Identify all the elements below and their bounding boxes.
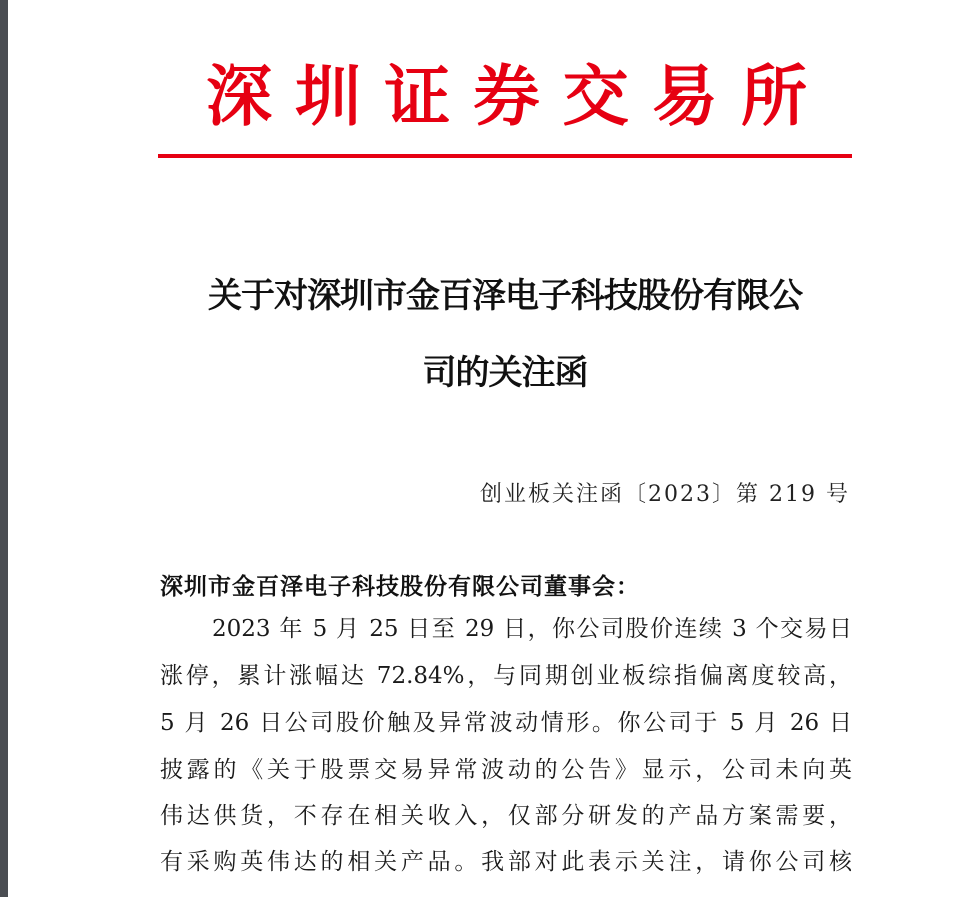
letterhead-char: 易 — [651, 57, 718, 135]
letterhead-divider — [158, 154, 852, 158]
letterhead-char: 证 — [384, 57, 451, 135]
document-title-line-2: 司的关注函 — [422, 353, 588, 393]
body-line: 2023 年 5 月 25 日至 29 日，你公司股价连续 3 个交易日 — [212, 616, 852, 642]
body-line: 有采购英伟达的相关产品。我部对此表示关注，请你公司核 — [160, 849, 852, 875]
body-line: 披露的《关于股票交易异常波动的公告》显示，公司未向英 — [160, 757, 852, 783]
body-line: 涨停，累计涨幅达 72.84%，与同期创业板综指偏离度较高， — [160, 663, 852, 689]
letterhead-char: 券 — [473, 57, 540, 135]
document-title-line-1: 关于对深圳市金百泽电子科技股份有限公 — [208, 276, 802, 316]
viewer-left-edge — [0, 0, 8, 897]
exchange-letterhead — [158, 56, 852, 136]
letterhead-char: 所 — [740, 57, 807, 135]
addressee: 深圳市金百泽电子科技股份有限公司董事会： — [160, 573, 640, 600]
body-line: 伟达供货，不存在相关收入，仅部分研发的产品方案需要， — [160, 803, 852, 829]
body-line: 5 月 26 日公司股价触及异常波动情形。你公司于 5 月 26 日 — [160, 710, 852, 736]
document-number: 创业板关注函〔2023〕第 219 号 — [480, 482, 850, 507]
letterhead-char: 交 — [562, 57, 629, 135]
letterhead-char: 深 — [206, 57, 272, 135]
letterhead-char: 圳 — [295, 57, 362, 135]
